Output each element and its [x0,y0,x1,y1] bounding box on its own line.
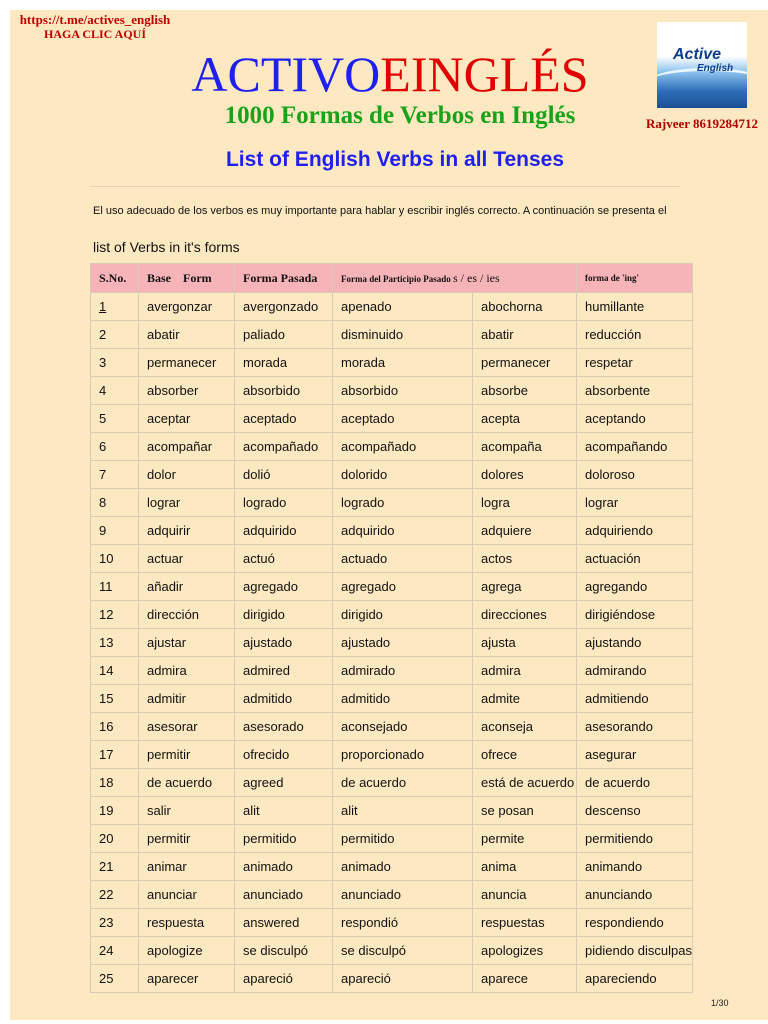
cell-base-form: de acuerdo [139,769,235,797]
cell-sno: 18 [91,769,139,797]
table-row [91,433,693,461]
cell-participle: aceptado [333,405,473,433]
cell-past-form: answered [235,909,333,937]
table-row [91,965,693,993]
verbs-table [90,263,693,993]
cell-participle: absorbido [333,377,473,405]
cell-past-form: permitido [235,825,333,853]
table-row [91,937,693,965]
cell-ing-form: anunciando [577,881,693,909]
cell-participle: acompañado [333,433,473,461]
logo-word-2: English [697,63,734,74]
cell-ses-form: direcciones [473,601,577,629]
cell-past-form: logrado [235,489,333,517]
cell-past-form: dirigido [235,601,333,629]
cell-sno: 15 [91,685,139,713]
table-row [91,489,693,517]
cell-ing-form: dirigiéndose [577,601,693,629]
cell-ing-form: agregando [577,573,693,601]
cell-ing-form: humillante [577,293,693,321]
cell-ses-form: abochorna [473,293,577,321]
cell-past-form: actuó [235,545,333,573]
cell-participle: agregado [333,573,473,601]
cell-sno: 13 [91,629,139,657]
table-row [91,321,693,349]
cell-participle: logrado [333,489,473,517]
cell-past-form: avergonzado [235,293,333,321]
cell-base-form: dolor [139,461,235,489]
cell-base-form: actuar [139,545,235,573]
cell-ing-form: reducción [577,321,693,349]
cell-past-form: anunciado [235,881,333,909]
cell-participle: alit [333,797,473,825]
cell-past-form: animado [235,853,333,881]
cell-ing-form: lograr [577,489,693,517]
intro-text-2: list of Verbs in it's forms [93,239,240,255]
subtitle: 1000 Formas de Verbos en Inglés [224,102,576,129]
cell-past-form: admitido [235,685,333,713]
cell-sno: 5 [91,405,139,433]
cell-sno: 19 [91,797,139,825]
contact-phone: Rajveer 8619284712 [646,116,759,131]
cell-base-form: permitir [139,741,235,769]
cell-past-form: agreed [235,769,333,797]
cell-base-form: dirección [139,601,235,629]
cell-ing-form: de acuerdo [577,769,693,797]
cell-participle: morada [333,349,473,377]
cell-ses-form: actos [473,545,577,573]
intro-text: El uso adecuado de los verbos es muy importante para hablar y escribir inglés correcto. A continuación se presenta el [93,205,667,217]
cell-sno: 21 [91,853,139,881]
cell-base-form: apologize [139,937,235,965]
cell-ing-form: actuación [577,545,693,573]
cell-base-form: admitir [139,685,235,713]
cell-sno: 20 [91,825,139,853]
cell-participle: dirigido [333,601,473,629]
header-participle-ses [333,264,577,293]
cell-sno: 12 [91,601,139,629]
header-sno: S.No. [91,264,139,293]
cell-ses-form: aparece [473,965,577,993]
cell-past-form: aceptado [235,405,333,433]
cell-participle: ajustado [333,629,473,657]
cell-base-form: permanecer [139,349,235,377]
cell-past-form: ofrecido [235,741,333,769]
cell-participle: anunciado [333,881,473,909]
cell-base-form: anunciar [139,881,235,909]
cell-ses-form: agrega [473,573,577,601]
cell-ing-form: ajustando [577,629,693,657]
cell-past-form: alit [235,797,333,825]
cell-ses-form: adquiere [473,517,577,545]
cell-base-form: lograr [139,489,235,517]
cell-participle: adquirido [333,517,473,545]
cell-base-form: asesorar [139,713,235,741]
cell-base-form: permitir [139,825,235,853]
cell-ing-form: doloroso [577,461,693,489]
cell-ing-form: admirando [577,657,693,685]
table-row [91,909,693,937]
cell-participle: permitido [333,825,473,853]
cell-ses-form: permite [473,825,577,853]
cell-sno: 11 [91,573,139,601]
table-row [91,825,693,853]
header-past-form: Forma Pasada [235,264,333,293]
cell-sno: 25 [91,965,139,993]
cell-participle: se disculpó [333,937,473,965]
cell-ing-form: asegurar [577,741,693,769]
cell-participle: respondió [333,909,473,937]
cell-sno: 8 [91,489,139,517]
cell-participle: animado [333,853,473,881]
brand-title [0,44,768,104]
cell-sno: 22 [91,881,139,909]
logo-word-1: Active [673,46,722,63]
cell-sno[interactable]: 1 [91,293,139,321]
cell-base-form: admira [139,657,235,685]
cell-sno: 7 [91,461,139,489]
cell-ing-form: asesorando [577,713,693,741]
cell-ses-form: abatir [473,321,577,349]
cell-base-form: añadir [139,573,235,601]
cell-ses-form: admite [473,685,577,713]
cell-base-form: adquirir [139,517,235,545]
cell-sno: 3 [91,349,139,377]
cell-ing-form: animando [577,853,693,881]
table-row [91,573,693,601]
table-row [91,881,693,909]
table-row [91,853,693,881]
cell-participle: proporcionado [333,741,473,769]
link-url[interactable]: https://t.me/actives_english [19,12,171,27]
cell-sno: 14 [91,657,139,685]
table-row [91,769,693,797]
cell-participle: dolorido [333,461,473,489]
cell-ses-form: permanecer [473,349,577,377]
cell-ses-form: apologizes [473,937,577,965]
cell-past-form: agregado [235,573,333,601]
cell-ing-form: adquiriendo [577,517,693,545]
cell-sno: 24 [91,937,139,965]
cell-past-form: adquirido [235,517,333,545]
cell-participle: de acuerdo [333,769,473,797]
cell-past-form: paliado [235,321,333,349]
cell-ses-form: se posan [473,797,577,825]
table-body [91,293,693,993]
table-row [91,797,693,825]
cell-sno: 10 [91,545,139,573]
cell-ses-form: dolores [473,461,577,489]
cell-ing-form: absorbente [577,377,693,405]
active-english-logo [657,22,747,108]
cell-ing-form: respetar [577,349,693,377]
brand-part-2: EINGLÉS [380,46,589,102]
cell-participle: admitido [333,685,473,713]
cell-participle: apareció [333,965,473,993]
cell-sno: 23 [91,909,139,937]
cell-base-form: aceptar [139,405,235,433]
table-row [91,461,693,489]
cell-ses-form: ajusta [473,629,577,657]
cell-ses-form: anuncia [473,881,577,909]
cell-past-form: apareció [235,965,333,993]
table-row [91,517,693,545]
cell-ing-form: acompañando [577,433,693,461]
table-row [91,629,693,657]
cell-past-form: morada [235,349,333,377]
cell-ing-form: descenso [577,797,693,825]
cell-ses-form: aconseja [473,713,577,741]
cell-base-form[interactable]: avergonzar [139,293,235,321]
cell-past-form: absorbido [235,377,333,405]
table-row [91,657,693,685]
brand-part-1: ACTIVO [191,46,381,102]
cell-ses-form: acompaña [473,433,577,461]
cell-participle: apenado [333,293,473,321]
table-row [91,349,693,377]
cell-past-form: dolió [235,461,333,489]
cell-base-form: ajustar [139,629,235,657]
header-ing-form: forma de 'ing' [577,264,693,293]
cell-base-form: absorber [139,377,235,405]
header-base-form: Base Form [139,264,235,293]
cell-sno: 16 [91,713,139,741]
cell-base-form: salir [139,797,235,825]
table-row [91,293,693,321]
cell-past-form: admired [235,657,333,685]
table-row [91,601,693,629]
cell-ses-form: acepta [473,405,577,433]
cell-ses-form: está de acuerdo [473,769,577,797]
cell-past-form: asesorado [235,713,333,741]
cell-ing-form: pidiendo disculpas [577,937,693,965]
cell-sno: 4 [91,377,139,405]
page-heading: List of English Verbs in all Tenses [225,148,565,171]
table-header-row [91,264,693,293]
header-participle: Forma del Participio Pasado [341,273,451,284]
cell-sno: 6 [91,433,139,461]
header-ses: s / es / ies [453,270,500,285]
cell-ing-form: apareciendo [577,965,693,993]
cell-ing-form: respondiendo [577,909,693,937]
cell-base-form: acompañar [139,433,235,461]
cell-participle: admirado [333,657,473,685]
cell-sno: 2 [91,321,139,349]
cell-base-form: abatir [139,321,235,349]
cell-participle: actuado [333,545,473,573]
cell-participle: disminuido [333,321,473,349]
cell-base-form: animar [139,853,235,881]
cell-past-form: ajustado [235,629,333,657]
cell-ing-form: permitiendo [577,825,693,853]
telegram-link[interactable] [10,13,180,41]
page-number: 1/30 [711,998,729,1008]
cell-participle: aconsejado [333,713,473,741]
cell-ses-form: ofrece [473,741,577,769]
cell-ses-form: absorbe [473,377,577,405]
link-cta[interactable]: HAGA CLIC AQUÍ [43,27,147,41]
cell-sno: 9 [91,517,139,545]
table-row [91,685,693,713]
table-row [91,545,693,573]
table-row [91,377,693,405]
table-row [91,713,693,741]
cell-base-form: aparecer [139,965,235,993]
cell-ses-form: respuestas [473,909,577,937]
cell-ses-form: admira [473,657,577,685]
cell-past-form: se disculpó [235,937,333,965]
cell-base-form: respuesta [139,909,235,937]
divider [90,186,680,187]
table-row [91,405,693,433]
cell-ses-form: anima [473,853,577,881]
cell-past-form: acompañado [235,433,333,461]
cell-ing-form: admitiendo [577,685,693,713]
table-row [91,741,693,769]
cell-ing-form: aceptando [577,405,693,433]
cell-sno: 17 [91,741,139,769]
cell-ses-form: logra [473,489,577,517]
